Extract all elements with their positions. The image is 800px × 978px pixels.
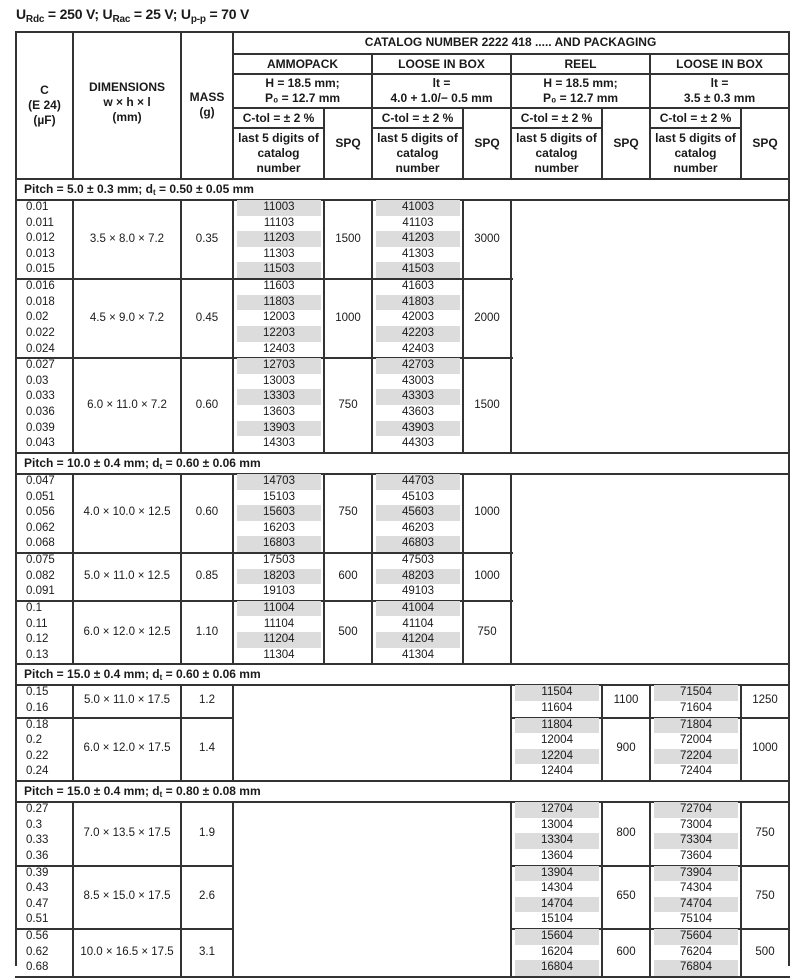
- reel-spq: 650: [616, 890, 636, 903]
- divider: [649, 801, 651, 976]
- dimensions-value: 5.0 × 11.0 × 17.5: [83, 694, 171, 707]
- capacitance-value: 0.01: [26, 201, 49, 213]
- divider: [180, 31, 182, 178]
- capacitance-value: 0.62: [26, 945, 49, 958]
- divider: [371, 473, 373, 663]
- ammopack-catalog-number: 17503: [263, 554, 295, 567]
- dimensions-value: 6.0 × 11.0 × 7.2: [87, 398, 167, 411]
- capacitance-value: 0.015: [26, 263, 55, 276]
- ammopack-catalog-number: 12203: [237, 326, 321, 342]
- loose-in-box-2-spq: 1250: [752, 694, 778, 707]
- loose-in-box-1-catalog-number: 46203: [402, 521, 434, 534]
- mass-value: 1.4: [199, 742, 215, 755]
- dimensions-value: 8.5 × 15.0 × 17.5: [83, 890, 171, 903]
- ammopack-catalog-number: 19103: [263, 585, 295, 598]
- loose-in-box-2-catalog-number: 72404: [680, 765, 712, 778]
- divider: [72, 684, 74, 780]
- pitch-section-header: Pitch = 10.0 ± 0.4 mm; $d_t = 0.60 \pm 0.06$ mm: [24, 455, 261, 471]
- divider: [15, 31, 17, 966]
- loose-in-box-2-catalog-number: 73304: [654, 833, 738, 849]
- loose-in-box-1-spq: 1000: [474, 569, 500, 582]
- capacitance-value: 0.68: [26, 961, 49, 974]
- header-last-5-digits: last 5 digits of catalog number: [238, 131, 319, 175]
- divider: [323, 199, 325, 452]
- dimensions-value: 4.0 × 10.0 × 12.5: [83, 506, 171, 519]
- ammopack-catalog-number: 15603: [237, 505, 321, 521]
- divider: [510, 684, 512, 780]
- ammopack-catalog-number: 11204: [237, 632, 321, 648]
- loose-in-box-2-catalog-number: 74704: [654, 897, 738, 913]
- divider: [232, 684, 234, 780]
- loose-in-box-1-catalog-number: 41004: [376, 601, 460, 617]
- header-catalog-title: CATALOG NUMBER 2222 418 ..... AND PACKAGING: [364, 35, 657, 49]
- ammopack-catalog-number: 11203: [237, 231, 321, 247]
- capacitance-value: 0.15: [26, 686, 49, 699]
- header-packaging-2: LOOSE IN BOX: [398, 56, 485, 71]
- ammopack-catalog-number: 18203: [237, 569, 321, 585]
- capacitance-value: 0.13: [26, 648, 49, 661]
- capacitance-value: 0.1: [26, 601, 42, 614]
- header-spq: SPQ: [613, 136, 639, 150]
- capacitance-value: 0.12: [26, 633, 49, 646]
- header-packaging-spec: H = 18.5 mm; P₀ = 12.7 mm: [264, 76, 341, 105]
- mass-value: 0.60: [195, 398, 219, 411]
- divider: [740, 684, 742, 780]
- ammopack-catalog-number: 11603: [263, 280, 295, 293]
- ammopack-catalog-number: 12003: [263, 311, 295, 324]
- divider: [601, 801, 603, 976]
- header-ctol: C-tol = ± 2 %: [242, 110, 315, 125]
- loose-in-box-1-spq: 2000: [474, 311, 500, 324]
- ammopack-catalog-number: 11104: [263, 617, 295, 630]
- divider: [72, 199, 74, 452]
- divider: [180, 684, 182, 780]
- divider: [323, 473, 325, 663]
- header-ctol: C-tol = ± 2 %: [659, 110, 732, 125]
- loose-in-box-1-catalog-number: 43003: [402, 374, 434, 387]
- mass-value: 0.35: [195, 232, 219, 245]
- loose-in-box-2-catalog-number: 72004: [680, 734, 712, 747]
- header-spq: SPQ: [752, 136, 778, 150]
- dimensions-value: 6.0 × 12.0 × 17.5: [83, 742, 171, 755]
- loose-in-box-1-catalog-number: 41003: [376, 200, 460, 216]
- header-spq: SPQ: [474, 136, 500, 150]
- capacitance-value: 0.082: [26, 569, 55, 582]
- loose-in-box-1-catalog-number: 41304: [402, 648, 434, 661]
- loose-in-box-2-catalog-number: 73604: [680, 849, 712, 862]
- ammopack-spq: 750: [338, 506, 358, 519]
- loose-in-box-1-spq: 1000: [474, 506, 500, 519]
- ammopack-spq: 500: [338, 625, 358, 638]
- loose-in-box-1-catalog-number: 44303: [402, 437, 434, 450]
- ammopack-catalog-number: 11503: [237, 262, 321, 278]
- ammopack-catalog-number: 11103: [263, 216, 295, 229]
- capacitance-value: 0.02: [26, 311, 49, 324]
- header-packaging-spec: H = 18.5 mm; P₀ = 12.7 mm: [542, 76, 619, 105]
- header-dimensions: DIMENSIONS w × h × l (mm): [88, 79, 165, 124]
- reel-catalog-number: 13304: [515, 833, 599, 849]
- ammopack-catalog-number: 16803: [237, 536, 321, 552]
- reel-catalog-number: 12204: [515, 749, 599, 765]
- reel-catalog-number: 14304: [541, 882, 573, 895]
- header-packaging-4: LOOSE IN BOX: [676, 56, 763, 71]
- loose-in-box-1-catalog-number: 42403: [402, 342, 434, 355]
- ammopack-catalog-number: 13903: [237, 421, 321, 437]
- header-last-5-digits: last 5 digits of catalog number: [655, 131, 736, 175]
- capacitance-value: 0.33: [26, 834, 49, 847]
- loose-in-box-2-catalog-number: 75104: [680, 913, 712, 926]
- header-last-5-digits: last 5 digits of catalog number: [516, 131, 597, 175]
- loose-in-box-2-spq: 750: [755, 890, 775, 903]
- divider: [180, 199, 182, 452]
- divider: [788, 31, 790, 966]
- loose-in-box-1-catalog-number: 41803: [376, 295, 460, 311]
- capacitance-value: 0.062: [26, 521, 55, 534]
- header-packaging-3: REEL: [564, 56, 597, 71]
- divider: [740, 801, 742, 976]
- reel-spq: 900: [616, 742, 636, 755]
- loose-in-box-2-spq: 500: [755, 945, 775, 958]
- capacitance-value: 0.036: [26, 406, 55, 419]
- ammopack-catalog-number: 11803: [237, 295, 321, 311]
- capacitance-value: 0.068: [26, 537, 55, 550]
- ammopack-catalog-number: 15103: [263, 490, 295, 503]
- capacitance-value: 0.51: [26, 913, 49, 926]
- capacitance-value: 0.027: [26, 359, 55, 372]
- mass-value: 0.85: [195, 569, 219, 582]
- ammopack-catalog-number: 12703: [237, 358, 321, 374]
- dimensions-value: 5.0 × 11.0 × 12.5: [83, 569, 171, 582]
- reel-catalog-number: 12404: [541, 765, 573, 778]
- loose-in-box-2-catalog-number: 76804: [654, 960, 738, 976]
- reel-catalog-number: 16804: [515, 960, 599, 976]
- ammopack-spq: 1000: [335, 311, 361, 324]
- capacitance-value: 0.039: [26, 421, 55, 434]
- loose-in-box-2-catalog-number: 71604: [680, 701, 712, 714]
- loose-in-box-2-spq: 1000: [752, 742, 778, 755]
- divider: [649, 684, 651, 780]
- loose-in-box-2-catalog-number: 74304: [680, 882, 712, 895]
- mass-value: 0.60: [195, 506, 219, 519]
- dimensions-value: 6.0 × 12.0 × 12.5: [83, 625, 171, 638]
- divider: [180, 801, 182, 976]
- divider: [510, 199, 512, 452]
- voltage-ratings-title: $U_{Rdc} = 250$ V; $U_{Rac} = 25$ V; $U_{p-p} = 70$ V: [16, 6, 250, 25]
- ammopack-catalog-number: 12403: [263, 342, 295, 355]
- ammopack-catalog-number: 11004: [237, 601, 321, 617]
- loose-in-box-1-catalog-number: 45103: [402, 490, 434, 503]
- header-capacitance: C (E 24) (µF): [28, 82, 61, 127]
- loose-in-box-1-catalog-number: 45603: [376, 505, 460, 521]
- capacitance-value: 0.033: [26, 390, 55, 403]
- header-packaging-spec: lt = 3.5 ± 0.3 mm: [683, 76, 756, 105]
- pitch-section-header: Pitch = 5.0 ± 0.3 mm; $d_t = 0.50 \pm 0.05$ mm: [24, 182, 254, 197]
- reel-catalog-number: 12704: [515, 802, 599, 818]
- capacitance-value: 0.022: [26, 326, 55, 339]
- reel-catalog-number: 13904: [515, 866, 599, 882]
- header-packaging-1: AMMOPACK: [266, 56, 339, 71]
- ammopack-spq: 600: [338, 569, 358, 582]
- reel-spq: 1100: [613, 694, 639, 707]
- capacitance-value: 0.018: [26, 295, 55, 308]
- loose-in-box-1-catalog-number: 41204: [376, 632, 460, 648]
- capacitance-value: 0.024: [26, 342, 55, 355]
- loose-in-box-2-catalog-number: 76204: [680, 945, 712, 958]
- loose-in-box-2-spq: 750: [755, 826, 775, 839]
- loose-in-box-1-catalog-number: 47503: [402, 554, 434, 567]
- loose-in-box-2-catalog-number: 71504: [654, 685, 738, 701]
- mass-value: 1.9: [199, 826, 215, 839]
- header-ctol: C-tol = ± 2 %: [381, 110, 454, 125]
- header-spq: SPQ: [335, 136, 361, 150]
- reel-catalog-number: 11804: [515, 718, 599, 734]
- capacitance-value: 0.3: [26, 818, 42, 831]
- dimensions-value: 7.0 × 13.5 × 17.5: [83, 826, 171, 839]
- reel-catalog-number: 11604: [541, 701, 573, 714]
- loose-in-box-2-catalog-number: 72204: [654, 749, 738, 765]
- ammopack-catalog-number: 11003: [237, 200, 321, 216]
- capacitance-value: 0.091: [26, 585, 55, 598]
- mass-value: 2.6: [199, 890, 215, 903]
- header-mass: MASS (g): [189, 90, 225, 119]
- loose-in-box-1-catalog-number: 42003: [402, 311, 434, 324]
- pitch-section-header: Pitch = 15.0 ± 0.4 mm; $d_t = 0.80 \pm 0.08$ mm: [24, 784, 261, 800]
- header-last-5-digits: last 5 digits of catalog number: [377, 131, 458, 175]
- divider: [462, 473, 464, 663]
- loose-in-box-2-catalog-number: 72704: [654, 802, 738, 818]
- loose-in-box-1-catalog-number: 43303: [376, 389, 460, 405]
- divider: [72, 31, 74, 178]
- ammopack-catalog-number: 13303: [237, 389, 321, 405]
- capacitance-value: 0.011: [26, 216, 54, 229]
- reel-catalog-number: 14704: [515, 897, 599, 913]
- ammopack-spq: 1500: [335, 232, 361, 245]
- loose-in-box-1-catalog-number: 42703: [376, 358, 460, 374]
- capacitance-value: 0.013: [26, 247, 55, 260]
- reel-catalog-number: 11504: [515, 685, 599, 701]
- loose-in-box-2-catalog-number: 71804: [654, 718, 738, 734]
- reel-catalog-number: 15604: [515, 929, 599, 945]
- capacitance-value: 0.03: [26, 374, 49, 387]
- loose-in-box-2-catalog-number: 75604: [654, 929, 738, 945]
- capacitance-value: 0.043: [26, 437, 55, 450]
- loose-in-box-1-catalog-number: 41103: [402, 216, 434, 229]
- loose-in-box-1-catalog-number: 49103: [402, 585, 434, 598]
- loose-in-box-1-catalog-number: 43903: [376, 421, 460, 437]
- dimensions-value: 4.5 × 9.0 × 7.2: [89, 311, 165, 324]
- reel-spq: 600: [616, 945, 636, 958]
- capacitance-value: 0.47: [26, 897, 49, 910]
- loose-in-box-1-catalog-number: 41303: [402, 247, 434, 260]
- loose-in-box-2-catalog-number: 73004: [680, 818, 712, 831]
- capacitance-value: 0.56: [26, 930, 49, 943]
- capacitance-value: 0.24: [26, 765, 49, 778]
- loose-in-box-1-catalog-number: 41203: [376, 231, 460, 247]
- divider: [15, 31, 790, 33]
- capacitance-value: 0.27: [26, 803, 49, 816]
- mass-value: 1.10: [195, 625, 219, 638]
- capacitance-value: 0.43: [26, 882, 49, 895]
- ammopack-catalog-number: 13003: [263, 374, 295, 387]
- reel-catalog-number: 12004: [541, 734, 573, 747]
- ammopack-catalog-number: 14703: [237, 474, 321, 490]
- ammopack-catalog-number: 14303: [263, 437, 295, 450]
- capacitance-value: 0.11: [26, 617, 48, 630]
- ammopack-spq: 750: [338, 398, 358, 411]
- divider: [510, 473, 512, 663]
- capacitance-value: 0.2: [26, 734, 42, 747]
- divider: [180, 473, 182, 663]
- capacitance-value: 0.051: [26, 490, 55, 503]
- divider: [462, 199, 464, 452]
- divider: [232, 473, 234, 663]
- header-ctol: C-tol = ± 2 %: [520, 110, 593, 125]
- mass-value: 1.2: [199, 694, 215, 707]
- reel-catalog-number: 13604: [541, 849, 573, 862]
- capacitance-value: 0.39: [26, 866, 49, 879]
- ammopack-catalog-number: 11304: [263, 648, 295, 661]
- dimensions-value: 10.0 × 16.5 × 17.5: [80, 945, 174, 958]
- mass-value: 3.1: [199, 945, 215, 958]
- loose-in-box-1-catalog-number: 43603: [402, 406, 434, 419]
- divider: [232, 801, 234, 976]
- ammopack-catalog-number: 16203: [263, 521, 295, 534]
- capacitance-value: 0.016: [26, 280, 55, 293]
- loose-in-box-1-spq: 1500: [474, 398, 500, 411]
- capacitance-value: 0.16: [26, 701, 49, 714]
- loose-in-box-1-catalog-number: 46803: [376, 536, 460, 552]
- loose-in-box-1-catalog-number: 41104: [402, 617, 434, 630]
- loose-in-box-1-catalog-number: 44703: [376, 474, 460, 490]
- capacitance-value: 0.012: [26, 232, 55, 245]
- capacitance-value: 0.22: [26, 749, 49, 762]
- loose-in-box-1-catalog-number: 41603: [402, 280, 434, 293]
- loose-in-box-1-catalog-number: 41503: [376, 262, 460, 278]
- capacitance-value: 0.075: [26, 554, 55, 567]
- divider: [72, 801, 74, 976]
- loose-in-box-1-spq: 3000: [474, 232, 500, 245]
- loose-in-box-1-catalog-number: 48203: [376, 569, 460, 585]
- divider: [232, 199, 234, 452]
- ammopack-catalog-number: 11303: [263, 247, 295, 260]
- ammopack-catalog-number: 13603: [263, 406, 295, 419]
- reel-catalog-number: 16204: [541, 945, 573, 958]
- loose-in-box-1-spq: 750: [477, 625, 497, 638]
- loose-in-box-2-catalog-number: 73904: [654, 866, 738, 882]
- capacitance-value: 0.056: [26, 506, 55, 519]
- header-packaging-spec: lt = 4.0 + 1.0/− 0.5 mm: [390, 76, 493, 105]
- divider: [601, 684, 603, 780]
- capacitance-value: 0.047: [26, 474, 55, 487]
- loose-in-box-1-catalog-number: 42203: [376, 326, 460, 342]
- dimensions-value: 3.5 × 8.0 × 7.2: [89, 232, 165, 245]
- capacitance-value: 0.18: [26, 718, 49, 731]
- capacitance-value: 0.36: [26, 849, 49, 862]
- divider: [510, 801, 512, 976]
- mass-value: 0.45: [195, 311, 219, 324]
- divider: [72, 473, 74, 663]
- reel-catalog-number: 13004: [541, 818, 573, 831]
- pitch-section-header: Pitch = 15.0 ± 0.4 mm; $d_t = 0.60 \pm 0.06$ mm: [24, 667, 261, 683]
- divider: [371, 199, 373, 452]
- reel-catalog-number: 15104: [541, 913, 573, 926]
- reel-spq: 800: [616, 826, 636, 839]
